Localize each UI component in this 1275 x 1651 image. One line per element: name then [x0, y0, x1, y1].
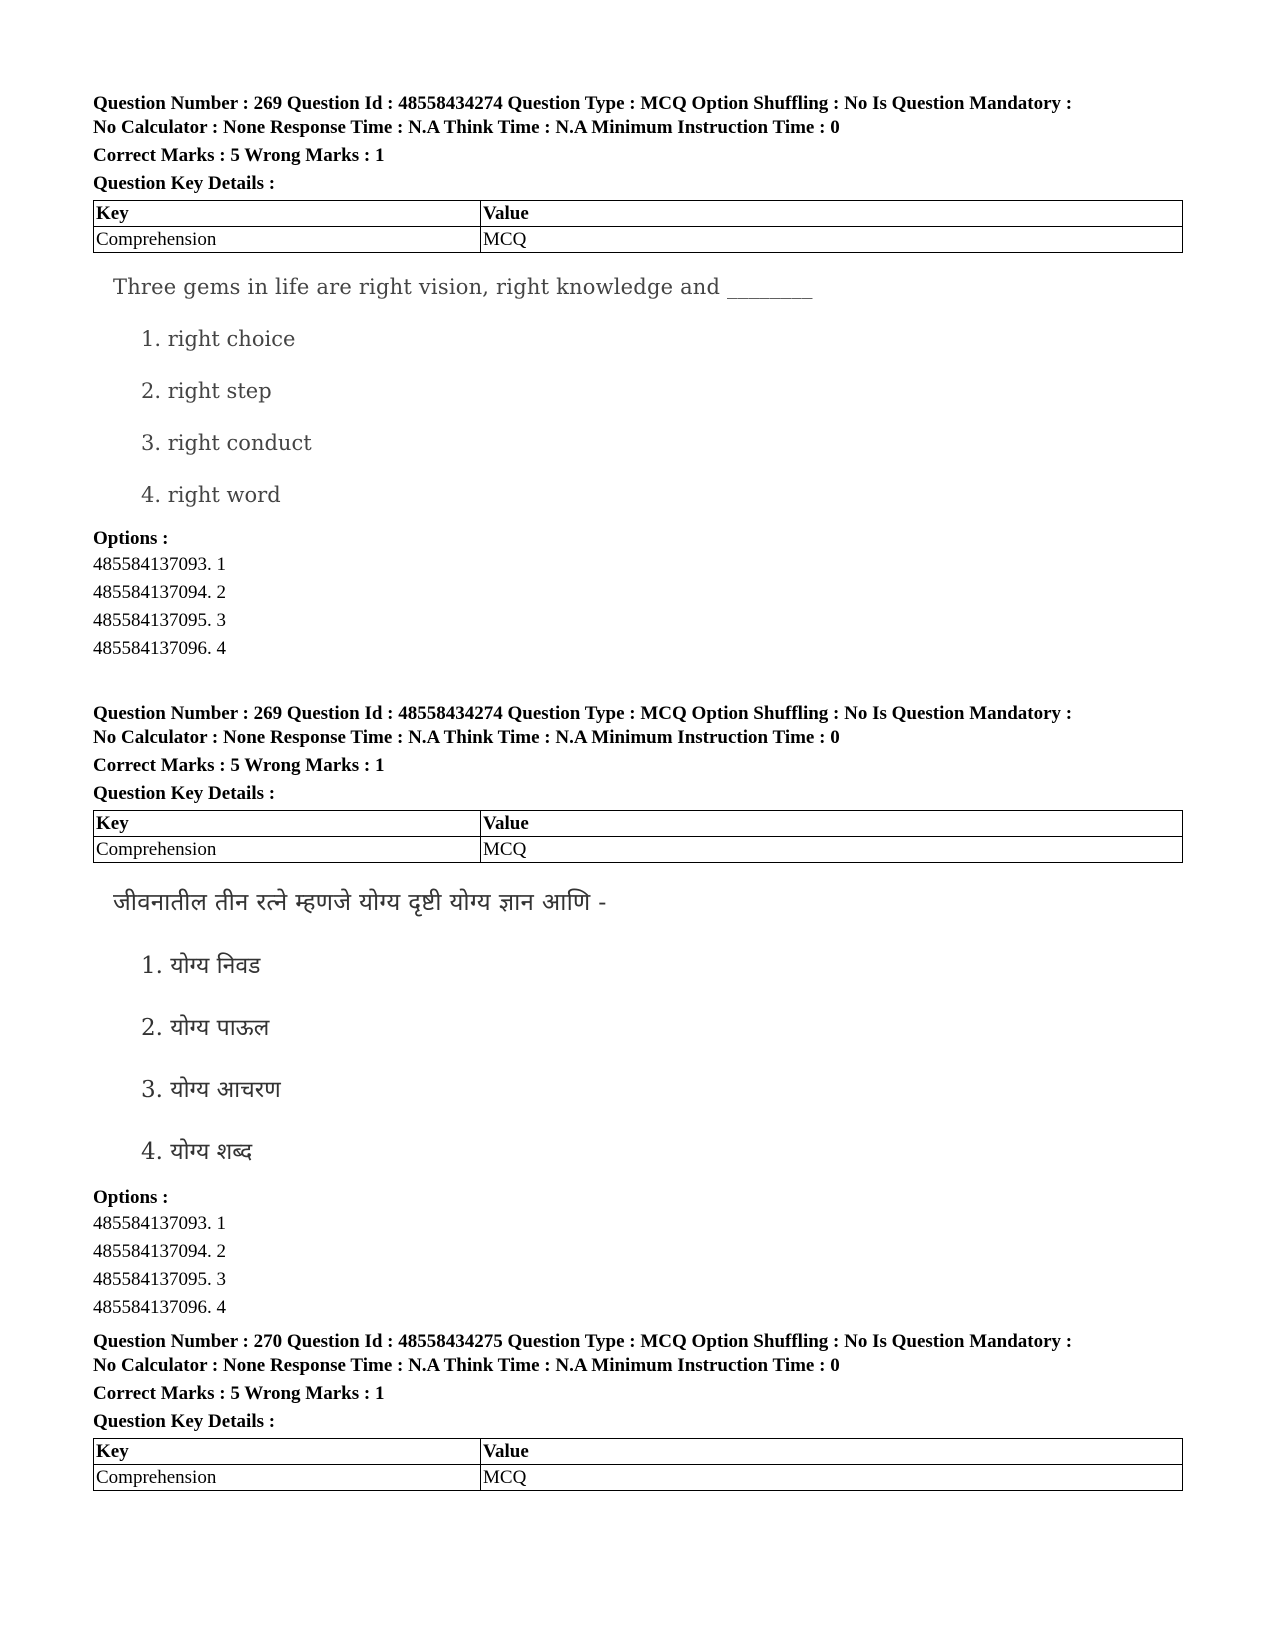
table-row: [94, 837, 1183, 863]
table-header-key: Key: [94, 1439, 481, 1465]
table-cell-key: Comprehension: [94, 837, 481, 863]
question-meta-line-1: Question Number : 269 Question Id : 48558434274 Question Type : MCQ Option Shuffling : No Is Question Mandatory :: [93, 93, 1073, 114]
options-label: Options :: [93, 1187, 169, 1208]
choice-4: 4. योग्य शब्द: [141, 1139, 253, 1165]
table-cell-key: Comprehension: [94, 1465, 481, 1491]
key-details-table: [93, 1438, 1183, 1491]
table-row: [94, 227, 1183, 253]
option-line: 485584137096. 4: [93, 638, 226, 659]
question-block-1: [93, 92, 1183, 663]
question-meta-line-1: Question Number : 269 Question Id : 48558434274 Question Type : MCQ Option Shuffling : No Is Question Mandatory :: [93, 703, 1073, 724]
table-row: [94, 1465, 1183, 1491]
question-meta-line-2: No Calculator : None Response Time : N.A Think Time : N.A Minimum Instruction Time : 0: [93, 1355, 840, 1376]
option-line: 485584137095. 3: [93, 1269, 226, 1290]
marks-line: Correct Marks : 5 Wrong Marks : 1: [93, 1383, 385, 1404]
table-header-value: Value: [481, 201, 1183, 227]
option-line: 485584137095. 3: [93, 610, 226, 631]
key-details-label: Question Key Details :: [93, 173, 276, 194]
option-line: 485584137094. 2: [93, 1241, 226, 1262]
choice-1: 1. right choice: [141, 327, 296, 351]
choice-2: 2. right step: [141, 379, 272, 403]
table-cell-value: MCQ: [481, 1465, 1183, 1491]
question-image: [93, 275, 1183, 507]
marks-line: Correct Marks : 5 Wrong Marks : 1: [93, 145, 385, 166]
option-line: 485584137096. 4: [93, 1297, 226, 1318]
key-details-label: Question Key Details :: [93, 783, 276, 804]
question-text: जीवनातील तीन रत्ने म्हणजे योग्य दृष्टी योग्य ज्ञान आणि -: [113, 888, 607, 916]
table-cell-value: MCQ: [481, 227, 1183, 253]
question-block-2: [93, 702, 1183, 1322]
question-meta-line-2: No Calculator : None Response Time : N.A Think Time : N.A Minimum Instruction Time : 0: [93, 117, 840, 138]
option-line: 485584137093. 1: [93, 1213, 226, 1234]
table-cell-key: Comprehension: [94, 227, 481, 253]
table-header-value: Value: [481, 811, 1183, 837]
options-label: Options :: [93, 528, 169, 549]
table-header-row: [94, 201, 1183, 227]
choice-3: 3. योग्य आचरण: [141, 1077, 281, 1103]
question-meta-line-2: No Calculator : None Response Time : N.A Think Time : N.A Minimum Instruction Time : 0: [93, 727, 840, 748]
table-cell-value: MCQ: [481, 837, 1183, 863]
option-line: 485584137093. 1: [93, 554, 226, 575]
question-image: [93, 885, 1183, 1166]
question-block-3: [93, 1330, 1183, 1491]
choice-1: 1. योग्य निवड: [141, 953, 261, 979]
table-header-value: Value: [481, 1439, 1183, 1465]
key-details-table: [93, 200, 1183, 253]
question-text: Three gems in life are right vision, right knowledge and ________: [113, 275, 813, 299]
table-header-key: Key: [94, 811, 481, 837]
marks-line: Correct Marks : 5 Wrong Marks : 1: [93, 755, 385, 776]
choice-4: 4. right word: [141, 483, 281, 507]
option-line: 485584137094. 2: [93, 582, 226, 603]
key-details-label: Question Key Details :: [93, 1411, 276, 1432]
table-header-key: Key: [94, 201, 481, 227]
key-details-table: [93, 810, 1183, 863]
choice-2: 2. योग्य पाऊल: [141, 1015, 270, 1041]
table-header-row: [94, 811, 1183, 837]
choice-3: 3. right conduct: [141, 431, 312, 455]
question-meta-line-1: Question Number : 270 Question Id : 48558434275 Question Type : MCQ Option Shuffling : No Is Question Mandatory :: [93, 1331, 1073, 1352]
table-header-row: [94, 1439, 1183, 1465]
